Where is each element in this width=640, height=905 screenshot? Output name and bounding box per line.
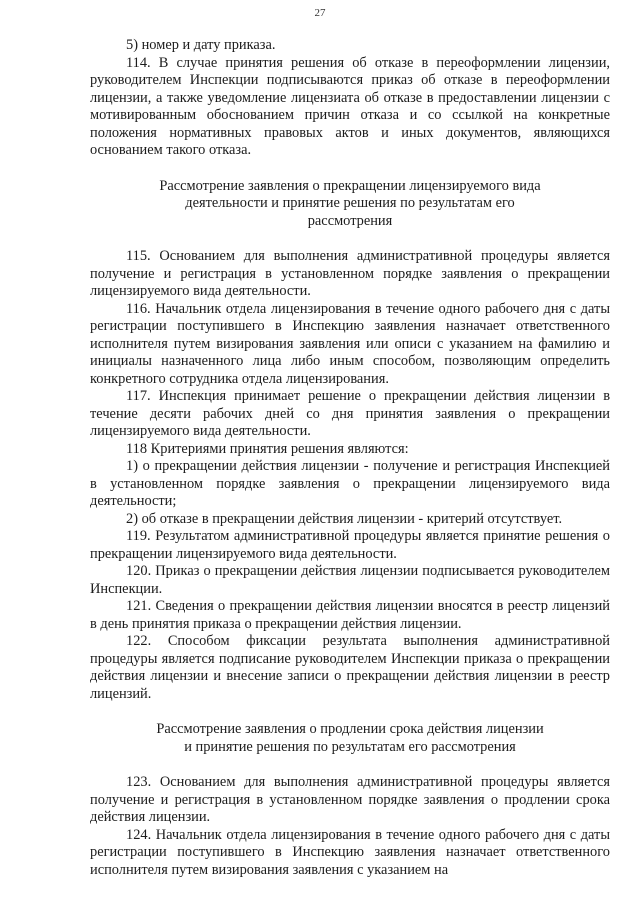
heading-line: деятельности и принятие решения по результатам его [185, 195, 515, 211]
paragraph-123: 123. Основанием для выполнения административной процедуры является получение и регистрация в установленном порядке заявления о продлении срока действия лицензии. [90, 774, 610, 825]
paragraph-116: 116. Начальник отдела лицензирования в течение одного рабочего дня с даты регистрации поступившего в Инспекцию заявления назначает ответственного исполнителя путем визирования заявления или описи с указанием на фамилию и инициалы назначенного лица либо иным способом, позволяющим определить конкретного сотрудника отдела лицензирования. [90, 300, 610, 387]
paragraph-115: 115. Основанием для выполнения административной процедуры является получение и регистрация в установленном порядке заявления о прекращении лицензируемого вида деятельности. [90, 248, 610, 299]
paragraph-118-item-2: 2) об отказе в прекращении действия лицензии - критерий отсутствует. [126, 510, 563, 527]
paragraph-118: 118 Критериями принятия решения являются: [126, 440, 409, 457]
heading-line: Рассмотрение заявления о продлении срока действия лицензии [156, 721, 544, 737]
paragraph-118-item-1: 1) о прекращении действия лицензии - получение и регистрация Инспекцией в установленном порядке заявления о прекращении лицензируемого вида деятельности; [90, 458, 610, 509]
section-heading-termination [90, 178, 610, 231]
paragraph-117: 117. Инспекция принимает решение о прекращении действия лицензии в течение десяти рабочих дней со дня принятия заявления о прекращении лицензируемого вида деятельности. [90, 388, 610, 439]
paragraph-119: 119. Результатом административной процедуры является принятие решения о прекращении лицензируемого вида деятельности. [90, 528, 610, 562]
document-body [90, 37, 610, 879]
paragraph-120: 120. Приказ о прекращении действия лицензии подписывается руководителем Инспекции. [90, 563, 610, 597]
paragraph-124: 124. Начальник отдела лицензирования в течение одного рабочего дня с даты регистрации поступившего в Инспекцию заявления назначает ответственного исполнителя путем визирования заявления с указанием на [90, 826, 610, 878]
section-heading-extension [90, 721, 610, 756]
page-number: 27 [314, 7, 326, 19]
heading-line: рассмотрения [307, 212, 393, 229]
paragraph-121: 121. Сведения о прекращении действия лицензии вносятся в реестр лицензий в день принятия приказа о прекращении действия лицензии. [90, 598, 610, 632]
heading-line: Рассмотрение заявления о прекращении лицензируемого вида [159, 177, 541, 194]
heading-line: и принятие решения по результатам его рассмотрения [184, 738, 516, 755]
paragraph-114: 114. В случае принятия решения об отказе в переоформлении лицензии, руководителем Инспекции подписываются приказ об отказе в переоформлении лицензии, а также уведомление лицензиата об отказе в предоставлении лицензии с мотивированным обоснованием причин отказа и со ссылкой на конкретные положения нормативных правовых актов и иных документов, являющихся основанием такого отказа. [90, 54, 610, 158]
paragraph-item-5: 5) номер и дату приказа. [126, 37, 276, 53]
paragraph-122: 122. Способом фиксации результата выполнения административной процедуры является подписание руководителем Инспекции приказа о прекращении действия лицензии и внесение записи о прекращении действия лицензии в реестр лицензий. [90, 633, 610, 702]
